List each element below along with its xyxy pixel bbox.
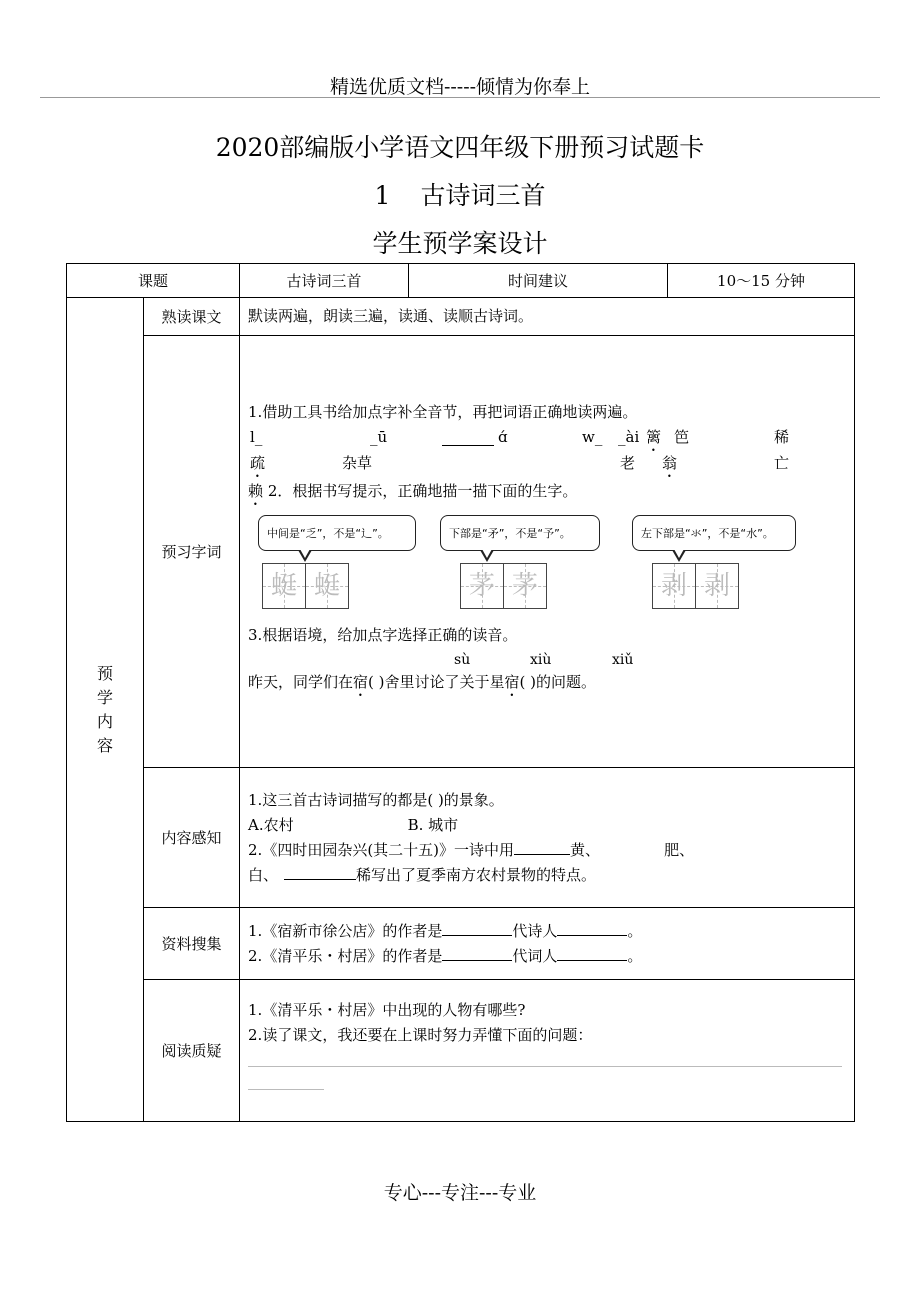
ziliao-line2: 2.《清平乐・村居》的作者是 代词人 。: [248, 946, 643, 965]
time-value: 10～15 分钟: [668, 264, 855, 298]
page-footer: 专心---专注---专业: [383, 1182, 537, 1204]
blank: [442, 430, 494, 446]
yuxi-q1-line1: l_ _ū ɑ́ w_ _ài 篱 笆 稀: [250, 428, 790, 446]
char-grid: [262, 563, 349, 609]
blank: [557, 920, 627, 936]
preview-table: [66, 263, 855, 1122]
time-label: 时间建议: [409, 264, 668, 298]
hint-bubble: 左下部是“氺”，不是“水”。: [632, 515, 796, 551]
yuxi-q1-line2: 疏 杂草 老 翁 亡: [250, 454, 790, 472]
header-divider: [40, 97, 880, 98]
lesson-number: 1: [374, 181, 391, 210]
section-label-ziliao: 资料搜集: [144, 908, 240, 980]
yuxi-q3: 3.根据语境，给加点字选择正确的读音。: [248, 626, 518, 644]
section-label-shudu: 熟读课文: [144, 298, 240, 336]
neirong-q2: 2.《四时田园杂兴(其二十五)》一诗中用 黄、 肥、: [248, 840, 695, 859]
ziliao-content: [240, 908, 855, 980]
neirong-q2-cont: 白、 稀写出了夏季南方农村景物的特点。: [248, 865, 597, 884]
neirong-content: [240, 768, 855, 908]
hint-bubble: 中间是“乏”，不是“辶”。: [258, 515, 416, 551]
yuedu-q2: 2.读了课文，我还要在上课时努力弄懂下面的问题：: [248, 1026, 593, 1044]
blank: [442, 920, 512, 936]
blank: [284, 864, 356, 880]
hint-bubble: 下部是“矛”，不是“予”。: [440, 515, 600, 551]
trace-box: 剥: [696, 563, 739, 609]
pinyin-options: sù xiù xiǔ: [454, 652, 634, 668]
writing-hints: [248, 515, 846, 623]
topic-label: 课题: [67, 264, 240, 298]
shudu-text: 默读两遍，朗读三遍，读通、读顺古诗词。: [240, 298, 855, 336]
preview-content-label: 预 学 内 容: [67, 298, 144, 1122]
trace-box: 剥: [652, 563, 696, 609]
section-label-yuedu: 阅读质疑: [144, 980, 240, 1122]
trace-box: 蜓: [306, 563, 349, 609]
yuedu-content: [240, 980, 855, 1122]
trace-box: 茅: [504, 563, 547, 609]
lesson-name: 古诗词三首: [420, 181, 546, 210]
char-grid: [460, 563, 547, 609]
page-header: 精选优质文档-----倾情为你奉上: [329, 76, 591, 98]
char-grid: [652, 563, 739, 609]
answer-line-short: [248, 1089, 324, 1090]
blank: [557, 945, 627, 961]
answer-line: [248, 1066, 842, 1067]
yuxi-q1: 1.借助工具书给加点字补全音节，再把词语正确地读两遍。: [248, 403, 638, 421]
section-label-yuxi: 预习字词: [144, 336, 240, 768]
trace-box: 茅: [460, 563, 504, 609]
yuxi-q3-sentence: 昨天，同学们在宿( )舍里讨论了关于星宿( )的问题。: [248, 673, 597, 691]
design-title: 学生预学案设计: [372, 229, 548, 258]
blank: [514, 839, 570, 855]
lesson-title: [0, 176, 920, 212]
ziliao-line1: 1.《宿新市徐公店》的作者是 代诗人 。: [248, 921, 643, 940]
neirong-options: A.农村 B. 城市: [248, 815, 459, 834]
document-title: 2020部编版小学语文四年级下册预习试题卡: [215, 133, 705, 162]
blank: [442, 945, 512, 961]
yuxi-q2-line: 赖 2．根据书写提示，正确地描一描下面的生字。: [248, 482, 578, 500]
trace-box: 蜓: [262, 563, 306, 609]
neirong-q1: 1.这三首古诗词描写的都是( )的景象。: [248, 790, 504, 809]
topic-value: 古诗词三首: [240, 264, 409, 298]
yuxi-content: [240, 336, 855, 768]
section-label-neirong: 内容感知: [144, 768, 240, 908]
yuedu-q1: 1.《清平乐・村居》中出现的人物有哪些?: [248, 1001, 526, 1019]
